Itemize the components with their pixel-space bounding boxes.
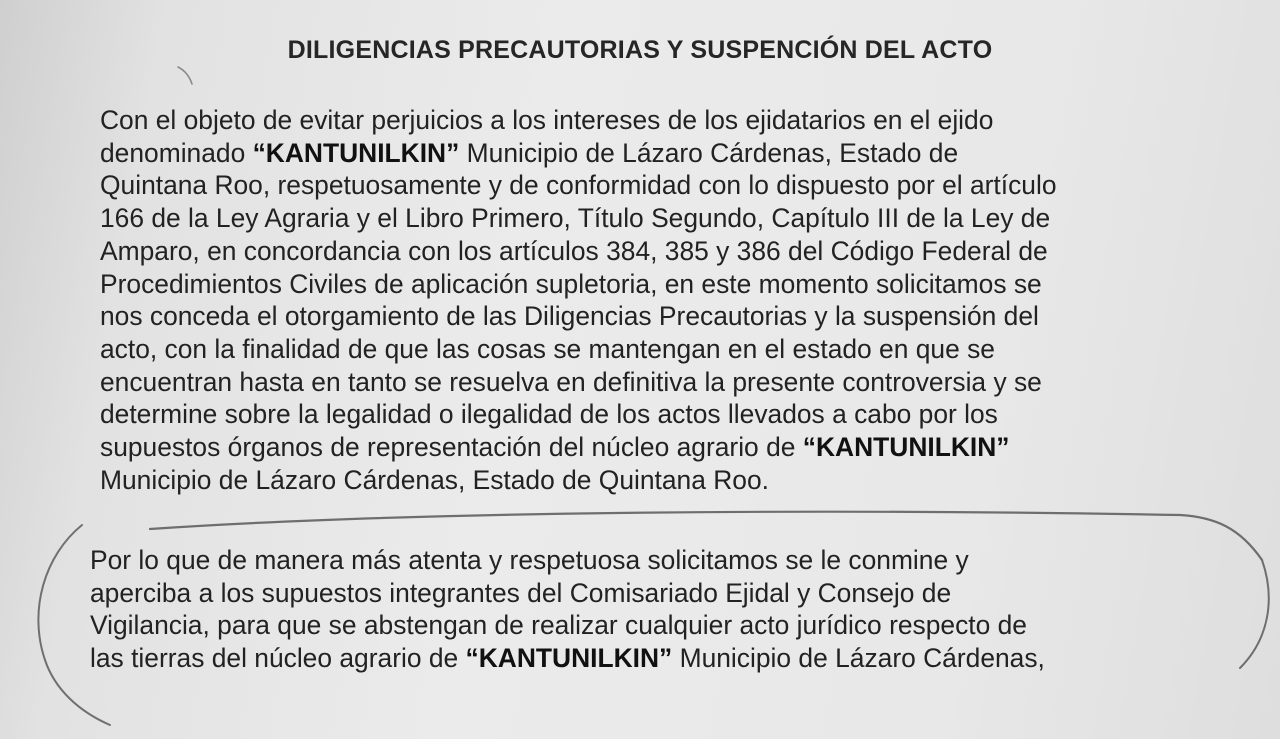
text-segment: encuentran hasta en tanto se resuelva en definitiva la presente controversia y se: [100, 366, 1042, 397]
text-line: [100, 333, 1182, 366]
text-line: [100, 431, 1182, 464]
text-line: [100, 398, 1182, 431]
text-segment: Municipio de Lázaro Cárdenas, Estado de: [459, 137, 959, 168]
text-segment: Con el objeto de evitar perjuicios a los intereses de los ejidatarios en el ejido: [100, 105, 994, 135]
text-line: [100, 268, 1182, 301]
text-segment: Quintana Roo, respetuosamente y de conformidad con lo dispuesto por el artículo: [100, 170, 1057, 201]
ejido-name-bold: “KANTUNILKIN”: [252, 137, 460, 168]
text-line: [100, 235, 1182, 268]
paragraph-suspension-request: [90, 544, 1196, 675]
text-segment: acto, con la finalidad de que las cosas se mantengan en el estado en que se: [100, 333, 995, 364]
text-line: [100, 137, 1182, 170]
text-segment: 166 de la Ley Agraria y el Libro Primero, Título Segundo, Capítulo III de la Ley de: [100, 203, 1051, 234]
pen-tick-mark: [178, 67, 192, 84]
document-title: DILIGENCIAS PRECAUTORIAS Y SUSPENCIÓN DEL ACTO: [287, 36, 993, 64]
paragraph-precautionary-request: [100, 104, 1182, 496]
ejido-name-bold: “KANTUNILKIN”: [465, 643, 673, 674]
text-segment: Procedimientos Civiles de aplicación supletoria, en este momento solicitamos se: [100, 268, 1042, 299]
text-segment: Vigilancia, para que se abstengan de realizar cualquier acto jurídico respecto de: [90, 610, 1027, 641]
text-segment: Amparo, en concordancia con los artículos 384, 385 y 386 del Código Federal de: [100, 235, 1048, 266]
text-segment: nos conceda el otorgamiento de las Diligencias Precautorias y la suspensión del: [100, 301, 1039, 332]
ejido-name-bold: “KANTUNILKIN”: [802, 432, 1010, 463]
text-line: [90, 544, 1196, 577]
text-segment: Municipio de Lázaro Cárdenas,: [672, 643, 1045, 674]
text-line: [100, 104, 1182, 137]
text-line: [100, 366, 1182, 399]
text-segment: aperciba a los supuestos integrantes del Comisariado Ejidal y Consejo de: [90, 577, 952, 608]
text-line: [100, 169, 1182, 202]
text-segment: Por lo que de manera más atenta y respetuosa solicitamos se le conmine y: [90, 545, 969, 575]
text-line: [90, 577, 1196, 610]
text-line: [100, 464, 1182, 497]
text-line: [90, 642, 1196, 675]
text-segment: las tierras del núcleo agrario de: [90, 643, 466, 674]
text-line: [100, 300, 1182, 333]
text-segment: Municipio de Lázaro Cárdenas, Estado de Quintana Roo.: [100, 464, 769, 495]
text-segment: determine sobre la legalidad o ilegalidad de los actos llevados a cabo por los: [100, 399, 998, 430]
text-segment: denominado: [100, 137, 253, 168]
text-line: [90, 609, 1196, 642]
pen-enclosing-curve: [1240, 560, 1269, 668]
text-line: [100, 202, 1182, 235]
text-segment: supuestos órganos de representación del núcleo agrario de: [100, 432, 803, 463]
